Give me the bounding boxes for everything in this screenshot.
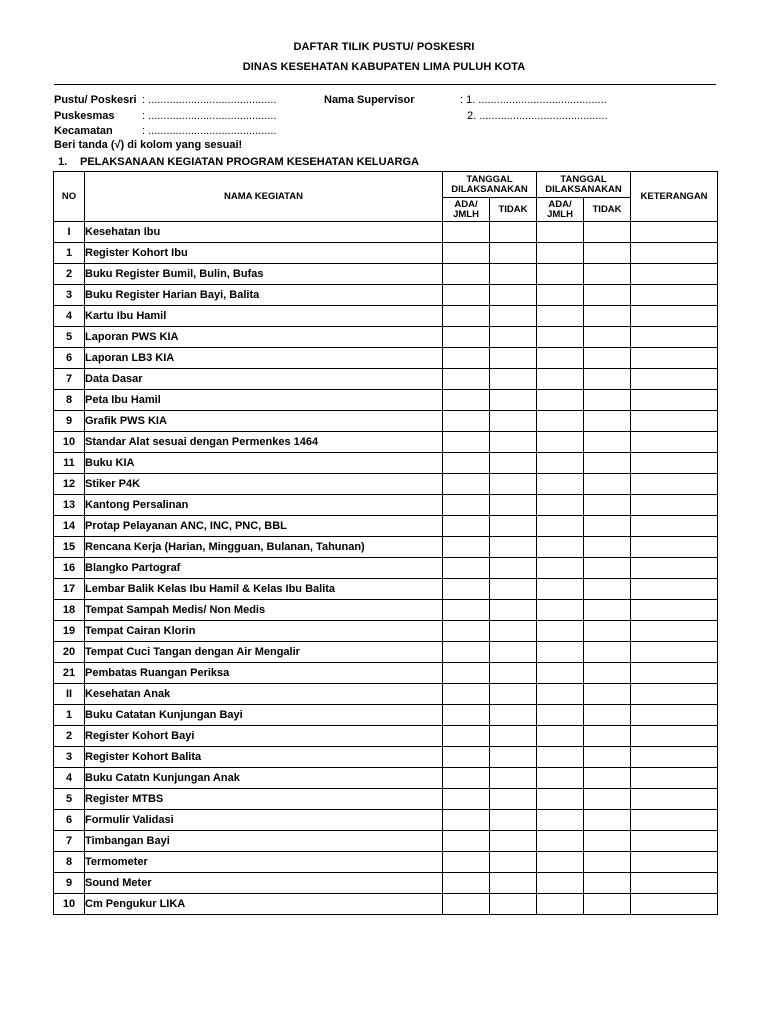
tidak-1-cell[interactable] xyxy=(490,642,537,663)
activity-name: Kantong Persalinan xyxy=(85,495,443,516)
tidak-2-cell[interactable] xyxy=(584,285,631,306)
activity-name: Blangko Partograf xyxy=(85,558,443,579)
keterangan-cell[interactable] xyxy=(631,768,718,789)
tidak-2-cell[interactable] xyxy=(584,810,631,831)
row-number: 18 xyxy=(54,600,85,621)
tidak-2-cell[interactable] xyxy=(584,894,631,915)
row-number: 9 xyxy=(54,411,85,432)
instruction-text: Beri tanda (√) di kolom yang sesuai! xyxy=(54,139,243,151)
table-row xyxy=(54,789,718,810)
table-row xyxy=(54,579,718,600)
ada-2-cell[interactable] xyxy=(537,579,584,600)
ada-2-cell[interactable] xyxy=(537,621,584,642)
activity-name: Buku Register Bumil, Bulin, Bufas xyxy=(85,264,443,285)
header-divider xyxy=(54,84,716,85)
ada-2-cell[interactable] xyxy=(537,495,584,516)
tidak-1-cell[interactable] xyxy=(490,873,537,894)
table-row xyxy=(54,558,718,579)
ada-2-cell[interactable] xyxy=(537,243,584,264)
tidak-2-cell[interactable] xyxy=(584,831,631,852)
keterangan-cell[interactable] xyxy=(631,432,718,453)
ada-1-cell[interactable] xyxy=(443,264,490,285)
tidak-1-cell[interactable] xyxy=(490,726,537,747)
tidak-2-cell[interactable] xyxy=(584,705,631,726)
ada-1-cell[interactable] xyxy=(443,516,490,537)
tidak-1-cell[interactable] xyxy=(490,663,537,684)
tidak-2-cell[interactable] xyxy=(584,747,631,768)
keterangan-cell[interactable] xyxy=(631,285,718,306)
ada-2-cell[interactable] xyxy=(537,684,584,705)
keterangan-cell[interactable] xyxy=(631,621,718,642)
ada-1-cell[interactable] xyxy=(443,390,490,411)
row-number: 4 xyxy=(54,768,85,789)
header-tanggal-1: TANGGAL DILAKSANAKAN xyxy=(443,172,537,198)
row-number: 17 xyxy=(54,579,85,600)
table-row xyxy=(54,726,718,747)
row-number: 6 xyxy=(54,348,85,369)
ada-1-cell[interactable] xyxy=(443,558,490,579)
ada-1-cell[interactable] xyxy=(443,432,490,453)
row-number: 10 xyxy=(54,432,85,453)
ada-2-cell[interactable] xyxy=(537,663,584,684)
tidak-1-cell[interactable] xyxy=(490,390,537,411)
tidak-2-cell[interactable] xyxy=(584,411,631,432)
ada-1-cell[interactable] xyxy=(443,600,490,621)
ada-2-cell[interactable] xyxy=(537,285,584,306)
puskesmas-label: Puskesmas xyxy=(54,110,115,122)
pustu-label: Pustu/ Poskesri xyxy=(54,94,137,106)
tidak-1-cell[interactable] xyxy=(490,285,537,306)
activity-name: Termometer xyxy=(85,852,443,873)
keterangan-cell[interactable] xyxy=(631,558,718,579)
row-number: 11 xyxy=(54,453,85,474)
tidak-2-cell[interactable] xyxy=(584,264,631,285)
document-title: DAFTAR TILIK PUSTU/ POSKESRI xyxy=(293,41,475,53)
ada-2-cell[interactable] xyxy=(537,264,584,285)
activity-name: Kartu Ibu Hamil xyxy=(85,306,443,327)
activity-name: Laporan PWS KIA xyxy=(85,327,443,348)
keterangan-cell[interactable] xyxy=(631,390,718,411)
ada-1-cell[interactable] xyxy=(443,495,490,516)
activity-name: Laporan LB3 KIA xyxy=(85,348,443,369)
row-number: 1 xyxy=(54,243,85,264)
table-row xyxy=(54,369,718,390)
ada-2-cell[interactable] xyxy=(537,726,584,747)
ada-2-cell[interactable] xyxy=(537,516,584,537)
tidak-2-cell[interactable] xyxy=(584,579,631,600)
keterangan-cell[interactable] xyxy=(631,453,718,474)
ada-1-cell[interactable] xyxy=(443,411,490,432)
activity-name: Tempat Cairan Klorin xyxy=(85,621,443,642)
ada-1-cell[interactable] xyxy=(443,705,490,726)
tidak-2-cell[interactable] xyxy=(584,369,631,390)
tidak-2-cell[interactable] xyxy=(584,348,631,369)
ada-1-cell[interactable] xyxy=(443,684,490,705)
ada-2-cell[interactable] xyxy=(537,705,584,726)
header-tidak-1: TIDAK xyxy=(490,198,537,222)
ada-2-cell[interactable] xyxy=(537,747,584,768)
activity-name: Grafik PWS KIA xyxy=(85,411,443,432)
activity-name: Lembar Balik Kelas Ibu Hamil & Kelas Ibu Balita xyxy=(85,579,443,600)
header-tidak-2: TIDAK xyxy=(584,198,631,222)
ada-2-cell[interactable] xyxy=(537,348,584,369)
activity-name: Register Kohort Balita xyxy=(85,747,443,768)
tidak-2-cell[interactable] xyxy=(584,852,631,873)
tidak-1-cell[interactable] xyxy=(490,411,537,432)
keterangan-cell[interactable] xyxy=(631,306,718,327)
table-row xyxy=(54,327,718,348)
table-row xyxy=(54,642,718,663)
table-row xyxy=(54,264,718,285)
tidak-1-cell[interactable] xyxy=(490,474,537,495)
table-row xyxy=(54,348,718,369)
ada-1-cell[interactable] xyxy=(443,747,490,768)
header-nama-kegiatan: NAMA KEGIATAN xyxy=(85,172,443,222)
ada-2-cell[interactable] xyxy=(537,852,584,873)
activity-name: Pembatas Ruangan Periksa xyxy=(85,663,443,684)
ada-1-cell[interactable] xyxy=(443,642,490,663)
activity-name: Tempat Sampah Medis/ Non Medis xyxy=(85,600,443,621)
tidak-2-cell[interactable] xyxy=(584,222,631,243)
table-row xyxy=(54,306,718,327)
ada-1-cell[interactable] xyxy=(443,222,490,243)
tidak-2-cell[interactable] xyxy=(584,453,631,474)
activity-name: Register MTBS xyxy=(85,789,443,810)
tidak-2-cell[interactable] xyxy=(584,474,631,495)
tidak-1-cell[interactable] xyxy=(490,243,537,264)
row-number: I xyxy=(54,222,85,243)
keterangan-cell[interactable] xyxy=(631,705,718,726)
table-row xyxy=(54,453,718,474)
tidak-1-cell[interactable] xyxy=(490,264,537,285)
row-number: 3 xyxy=(54,747,85,768)
table-row xyxy=(54,705,718,726)
tidak-1-cell[interactable] xyxy=(490,600,537,621)
tidak-1-cell[interactable] xyxy=(490,432,537,453)
ada-1-cell[interactable] xyxy=(443,768,490,789)
tidak-2-cell[interactable] xyxy=(584,600,631,621)
ada-1-cell[interactable] xyxy=(443,579,490,600)
tidak-2-cell[interactable] xyxy=(584,726,631,747)
tidak-1-cell[interactable] xyxy=(490,768,537,789)
ada-2-cell[interactable] xyxy=(537,894,584,915)
row-number: 10 xyxy=(54,894,85,915)
row-number: 16 xyxy=(54,558,85,579)
table-row xyxy=(54,390,718,411)
keterangan-cell[interactable] xyxy=(631,222,718,243)
row-number: 8 xyxy=(54,390,85,411)
ada-1-cell[interactable] xyxy=(443,243,490,264)
table-row xyxy=(54,831,718,852)
activity-name: Data Dasar xyxy=(85,369,443,390)
ada-2-cell[interactable] xyxy=(537,390,584,411)
supervisor-field-2[interactable]: 2. .......................................... xyxy=(467,110,608,122)
tidak-2-cell[interactable] xyxy=(584,621,631,642)
keterangan-cell[interactable] xyxy=(631,495,718,516)
ada-1-cell[interactable] xyxy=(443,537,490,558)
table-row xyxy=(54,768,718,789)
ada-2-cell[interactable] xyxy=(537,600,584,621)
section-number: 1. xyxy=(58,156,68,168)
table-row xyxy=(54,537,718,558)
table-row xyxy=(54,894,718,915)
tidak-2-cell[interactable] xyxy=(584,432,631,453)
row-number: 7 xyxy=(54,831,85,852)
table-row xyxy=(54,747,718,768)
checklist-table xyxy=(53,171,718,915)
keterangan-cell[interactable] xyxy=(631,852,718,873)
ada-1-cell[interactable] xyxy=(443,621,490,642)
row-number: 5 xyxy=(54,789,85,810)
activity-name: Peta Ibu Hamil xyxy=(85,390,443,411)
activity-name: Kesehatan Ibu xyxy=(85,222,443,243)
ada-1-cell[interactable] xyxy=(443,327,490,348)
ada-1-cell[interactable] xyxy=(443,726,490,747)
ada-1-cell[interactable] xyxy=(443,663,490,684)
tidak-1-cell[interactable] xyxy=(490,516,537,537)
row-number: 14 xyxy=(54,516,85,537)
row-number: II xyxy=(54,684,85,705)
table-row xyxy=(54,516,718,537)
ada-2-cell[interactable] xyxy=(537,789,584,810)
keterangan-cell[interactable] xyxy=(631,411,718,432)
ada-2-cell[interactable] xyxy=(537,768,584,789)
table-row xyxy=(54,684,718,705)
ada-1-cell[interactable] xyxy=(443,453,490,474)
tidak-1-cell[interactable] xyxy=(490,327,537,348)
kecamatan-label: Kecamatan xyxy=(54,125,113,137)
row-number: 19 xyxy=(54,621,85,642)
ada-1-cell[interactable] xyxy=(443,831,490,852)
table-row xyxy=(54,222,718,243)
tidak-1-cell[interactable] xyxy=(490,558,537,579)
ada-2-cell[interactable] xyxy=(537,474,584,495)
keterangan-cell[interactable] xyxy=(631,894,718,915)
tidak-1-cell[interactable] xyxy=(490,621,537,642)
tidak-1-cell[interactable] xyxy=(490,453,537,474)
table-row xyxy=(54,411,718,432)
tidak-2-cell[interactable] xyxy=(584,684,631,705)
row-number: 13 xyxy=(54,495,85,516)
table-row xyxy=(54,285,718,306)
ada-2-cell[interactable] xyxy=(537,411,584,432)
tidak-1-cell[interactable] xyxy=(490,369,537,390)
tidak-2-cell[interactable] xyxy=(584,243,631,264)
supervisor-field-1[interactable]: : 1. .......................................... xyxy=(460,94,607,106)
activity-name: Sound Meter xyxy=(85,873,443,894)
supervisor-label: Nama Supervisor xyxy=(324,94,415,106)
ada-1-cell[interactable] xyxy=(443,369,490,390)
ada-2-cell[interactable] xyxy=(537,831,584,852)
activity-name: Protap Pelayanan ANC, INC, PNC, BBL xyxy=(85,516,443,537)
activity-name: Buku Register Harian Bayi, Balita xyxy=(85,285,443,306)
ada-2-cell[interactable] xyxy=(537,537,584,558)
row-number: 1 xyxy=(54,705,85,726)
keterangan-cell[interactable] xyxy=(631,831,718,852)
tidak-2-cell[interactable] xyxy=(584,495,631,516)
ada-2-cell[interactable] xyxy=(537,558,584,579)
tidak-2-cell[interactable] xyxy=(584,558,631,579)
ada-1-cell[interactable] xyxy=(443,873,490,894)
tidak-1-cell[interactable] xyxy=(490,810,537,831)
keterangan-cell[interactable] xyxy=(631,663,718,684)
keterangan-cell[interactable] xyxy=(631,726,718,747)
activity-name: Timbangan Bayi xyxy=(85,831,443,852)
table-row xyxy=(54,873,718,894)
section-title: PELAKSANAAN KEGIATAN PROGRAM KESEHATAN KELUARGA xyxy=(80,156,419,168)
row-number: 8 xyxy=(54,852,85,873)
keterangan-cell[interactable] xyxy=(631,873,718,894)
tidak-1-cell[interactable] xyxy=(490,852,537,873)
table-row xyxy=(54,243,718,264)
kecamatan-field[interactable]: : .......................................... xyxy=(142,125,277,137)
keterangan-cell[interactable] xyxy=(631,369,718,390)
row-number: 12 xyxy=(54,474,85,495)
ada-2-cell[interactable] xyxy=(537,432,584,453)
tidak-2-cell[interactable] xyxy=(584,642,631,663)
ada-1-cell[interactable] xyxy=(443,789,490,810)
activity-name: Buku KIA xyxy=(85,453,443,474)
keterangan-cell[interactable] xyxy=(631,537,718,558)
keterangan-cell[interactable] xyxy=(631,516,718,537)
tidak-2-cell[interactable] xyxy=(584,663,631,684)
tidak-2-cell[interactable] xyxy=(584,327,631,348)
activity-name: Kesehatan Anak xyxy=(85,684,443,705)
table-row xyxy=(54,432,718,453)
table-row xyxy=(54,600,718,621)
keterangan-cell[interactable] xyxy=(631,747,718,768)
table-row xyxy=(54,810,718,831)
keterangan-cell[interactable] xyxy=(631,474,718,495)
activity-name: Tempat Cuci Tangan dengan Air Mengalir xyxy=(85,642,443,663)
table-row xyxy=(54,474,718,495)
activity-name: Buku Catatn Kunjungan Anak xyxy=(85,768,443,789)
row-number: 2 xyxy=(54,264,85,285)
activity-name: Register Kohort Ibu xyxy=(85,243,443,264)
ada-1-cell[interactable] xyxy=(443,894,490,915)
ada-2-cell[interactable] xyxy=(537,306,584,327)
tidak-1-cell[interactable] xyxy=(490,495,537,516)
tidak-1-cell[interactable] xyxy=(490,747,537,768)
section-heading xyxy=(58,156,419,168)
tidak-1-cell[interactable] xyxy=(490,894,537,915)
tidak-1-cell[interactable] xyxy=(490,789,537,810)
tidak-1-cell[interactable] xyxy=(490,705,537,726)
tidak-2-cell[interactable] xyxy=(584,516,631,537)
ada-1-cell[interactable] xyxy=(443,810,490,831)
tidak-2-cell[interactable] xyxy=(584,306,631,327)
row-number: 2 xyxy=(54,726,85,747)
row-number: 15 xyxy=(54,537,85,558)
tidak-1-cell[interactable] xyxy=(490,684,537,705)
header-ada-2: ADA/ JMLH xyxy=(537,198,584,222)
ada-2-cell[interactable] xyxy=(537,453,584,474)
keterangan-cell[interactable] xyxy=(631,579,718,600)
keterangan-cell[interactable] xyxy=(631,348,718,369)
keterangan-cell[interactable] xyxy=(631,642,718,663)
tidak-1-cell[interactable] xyxy=(490,537,537,558)
ada-1-cell[interactable] xyxy=(443,285,490,306)
row-number: 3 xyxy=(54,285,85,306)
table-row xyxy=(54,663,718,684)
row-number: 4 xyxy=(54,306,85,327)
ada-1-cell[interactable] xyxy=(443,852,490,873)
header-keterangan: KETERANGAN xyxy=(631,172,718,222)
tidak-2-cell[interactable] xyxy=(584,789,631,810)
ada-2-cell[interactable] xyxy=(537,810,584,831)
document-subtitle: DINAS KESEHATAN KABUPATEN LIMA PULUH KOTA xyxy=(242,61,526,73)
ada-2-cell[interactable] xyxy=(537,873,584,894)
tidak-2-cell[interactable] xyxy=(584,537,631,558)
activity-name: Standar Alat sesuai dengan Permenkes 1464 xyxy=(85,432,443,453)
header-tanggal-2: TANGGAL DILAKSANAKAN xyxy=(537,172,631,198)
activity-name: Rencana Kerja (Harian, Mingguan, Bulanan, Tahunan) xyxy=(85,537,443,558)
activity-name: Cm Pengukur LIKA xyxy=(85,894,443,915)
puskesmas-field[interactable]: : .......................................... xyxy=(142,110,277,122)
row-number: 21 xyxy=(54,663,85,684)
keterangan-cell[interactable] xyxy=(631,810,718,831)
row-number: 5 xyxy=(54,327,85,348)
header-no: NO xyxy=(54,172,85,222)
row-number: 7 xyxy=(54,369,85,390)
pustu-field[interactable]: : .......................................... xyxy=(142,94,277,106)
keterangan-cell[interactable] xyxy=(631,789,718,810)
table-row xyxy=(54,621,718,642)
tidak-2-cell[interactable] xyxy=(584,390,631,411)
ada-2-cell[interactable] xyxy=(537,222,584,243)
activity-name: Stiker P4K xyxy=(85,474,443,495)
header-ada-1: ADA/ JMLH xyxy=(443,198,490,222)
ada-1-cell[interactable] xyxy=(443,348,490,369)
table-row xyxy=(54,495,718,516)
activity-name: Register Kohort Bayi xyxy=(85,726,443,747)
keterangan-cell[interactable] xyxy=(631,327,718,348)
tidak-2-cell[interactable] xyxy=(584,873,631,894)
keterangan-cell[interactable] xyxy=(631,264,718,285)
ada-2-cell[interactable] xyxy=(537,642,584,663)
row-number: 9 xyxy=(54,873,85,894)
ada-2-cell[interactable] xyxy=(537,369,584,390)
tidak-1-cell[interactable] xyxy=(490,579,537,600)
tidak-1-cell[interactable] xyxy=(490,222,537,243)
activity-name: Formulir Validasi xyxy=(85,810,443,831)
tidak-2-cell[interactable] xyxy=(584,768,631,789)
ada-1-cell[interactable] xyxy=(443,474,490,495)
ada-2-cell[interactable] xyxy=(537,327,584,348)
tidak-1-cell[interactable] xyxy=(490,348,537,369)
keterangan-cell[interactable] xyxy=(631,684,718,705)
ada-1-cell[interactable] xyxy=(443,306,490,327)
tidak-1-cell[interactable] xyxy=(490,831,537,852)
row-number: 20 xyxy=(54,642,85,663)
keterangan-cell[interactable] xyxy=(631,243,718,264)
tidak-1-cell[interactable] xyxy=(490,306,537,327)
keterangan-cell[interactable] xyxy=(631,600,718,621)
activity-name: Buku Catatan Kunjungan Bayi xyxy=(85,705,443,726)
table-row xyxy=(54,852,718,873)
row-number: 6 xyxy=(54,810,85,831)
